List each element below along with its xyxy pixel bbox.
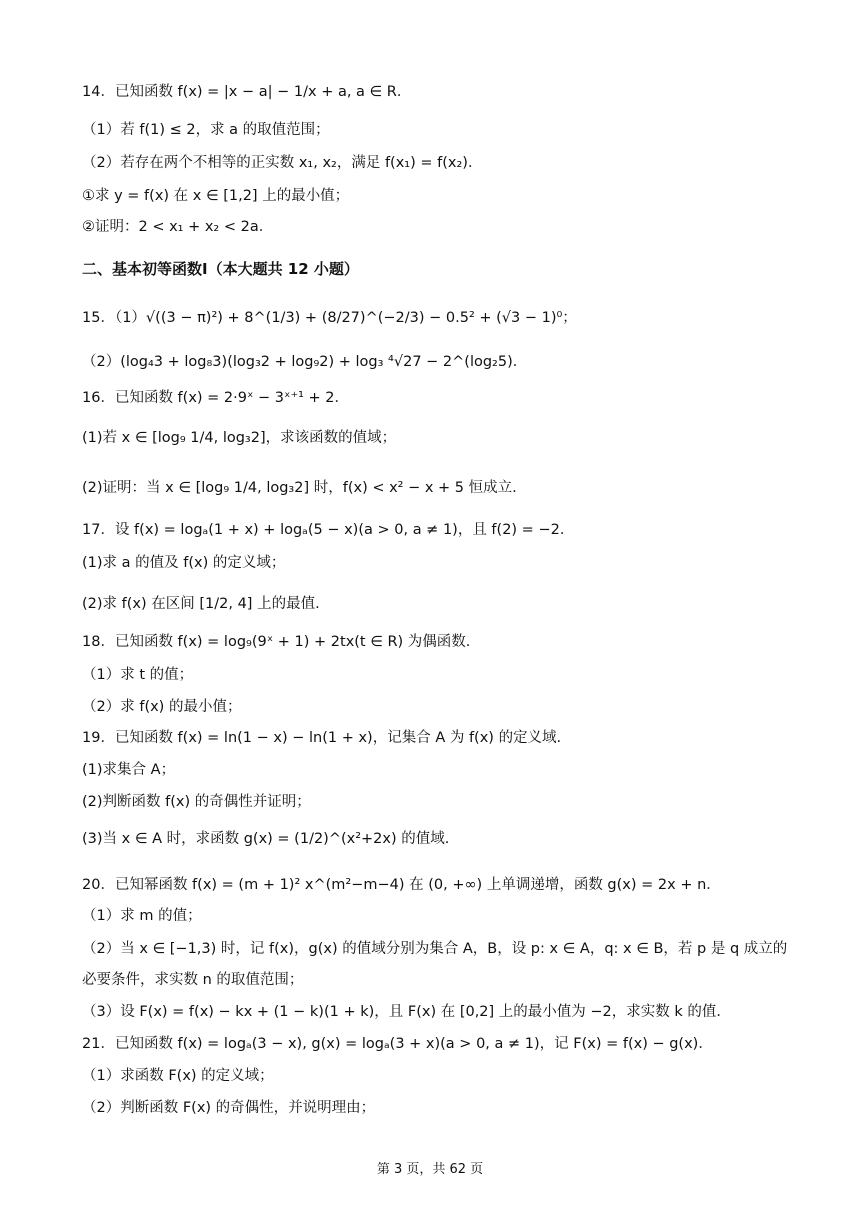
problem-14: 14．已知函数 f(x) = |x − a| − 1/x + a, a ∈ R．: [82, 84, 412, 100]
section-heading: 二、基本初等函数Ⅰ（本大题共 12 小题）: [82, 260, 359, 278]
problem-16: 16．已知函数 f(x) = 2·9ˣ − 3ˣ⁺¹ + 2．: [82, 390, 350, 406]
problem-19-part-1: (1)求集合 A；: [82, 762, 176, 778]
problem-18-part-1: （1）求 t 的值；: [82, 667, 194, 683]
problem-17-part-2: (2)求 f(x) 在区间 [1/2, 4] 上的最值.: [82, 596, 320, 612]
problem-20-part-3: （3）设 F(x) = f(x) − kx + (1 − k)(1 + k)，且 F(x) 在 [0,2] 上的最小值为 −2，求实数 k 的值．: [82, 1004, 731, 1020]
problem-15-part-1: 15．（1）√((3 − π)²) + 8^(1/3) + (8/27)^(−2/3) − 0.5² + (√3 − 1)⁰；: [82, 310, 577, 326]
page-footer: 第 3 页，共 62 页: [376, 1162, 484, 1177]
problem-14-part-1: （1）若 f(1) ≤ 2，求 a 的取值范围；: [82, 122, 330, 138]
problem-21-part-2: （2）判断函数 F(x) 的奇偶性，并说明理由；: [82, 1100, 376, 1116]
problem-14-part-2-sub-1: ①求 y = f(x) 在 x ∈ [1,2] 上的最小值；: [82, 188, 350, 204]
problem-15-part-2: （2）(log₄3 + log₈3)(log₃2 + log₉2) + log₃ ⁴√27 − 2^(log₂5)．: [82, 354, 528, 370]
problem-18-part-2: （2）求 f(x) 的最小值；: [82, 699, 242, 715]
problem-16-part-2: (2)证明：当 x ∈ [log₉ 1/4, log₃2] 时，f(x) < x² − x + 5 恒成立.: [82, 480, 517, 496]
problem-19-part-3: (3)当 x ∈ A 时，求函数 g(x) = (1/2)^(x²+2x) 的值域.: [82, 831, 450, 847]
problem-14-part-2: （2）若存在两个不相等的正实数 x₁, x₂，满足 f(x₁) = f(x₂)．: [82, 155, 483, 171]
problem-19-part-2: (2)判断函数 f(x) 的奇偶性并证明；: [82, 794, 311, 810]
problem-17-part-1: (1)求 a 的值及 f(x) 的定义域；: [82, 555, 286, 571]
problem-20-part-2-continued: 必要条件，求实数 n 的取值范围；: [82, 972, 304, 988]
problem-21-part-1: （1）求函数 F(x) 的定义域；: [82, 1068, 274, 1084]
problem-20-part-2: （2）当 x ∈ [−1,3) 时，记 f(x)，g(x) 的值域分别为集合 A，B，设 p: x ∈ A，q: x ∈ B，若 p 是 q 成立的: [82, 941, 788, 957]
problem-20: 20．已知幂函数 f(x) = (m + 1)² x^(m²−m−4) 在 (0, +∞) 上单调递增，函数 g(x) = 2x + n．: [82, 877, 721, 893]
problem-17: 17．设 f(x) = logₐ(1 + x) + logₐ(5 − x)(a > 0, a ≠ 1)，且 f(2) = −2．: [82, 522, 575, 538]
problem-16-part-1: (1)若 x ∈ [log₉ 1/4, log₃2]，求该函数的值域；: [82, 430, 397, 446]
problem-19: 19．已知函数 f(x) = ln(1 − x) − ln(1 + x)，记集合 A 为 f(x) 的定义域.: [82, 730, 562, 746]
problem-18: 18．已知函数 f(x) = log₉(9ˣ + 1) + 2tx(t ∈ R) 为偶函数.: [82, 634, 471, 650]
problem-14-part-2-sub-2: ②证明：2 < x₁ + x₂ < 2a．: [82, 219, 274, 235]
problem-21: 21．已知函数 f(x) = logₐ(3 − x), g(x) = logₐ(3 + x)(a > 0, a ≠ 1)，记 F(x) = f(x) − g(x)．: [82, 1036, 713, 1052]
problem-20-part-1: （1）求 m 的值；: [82, 908, 202, 924]
